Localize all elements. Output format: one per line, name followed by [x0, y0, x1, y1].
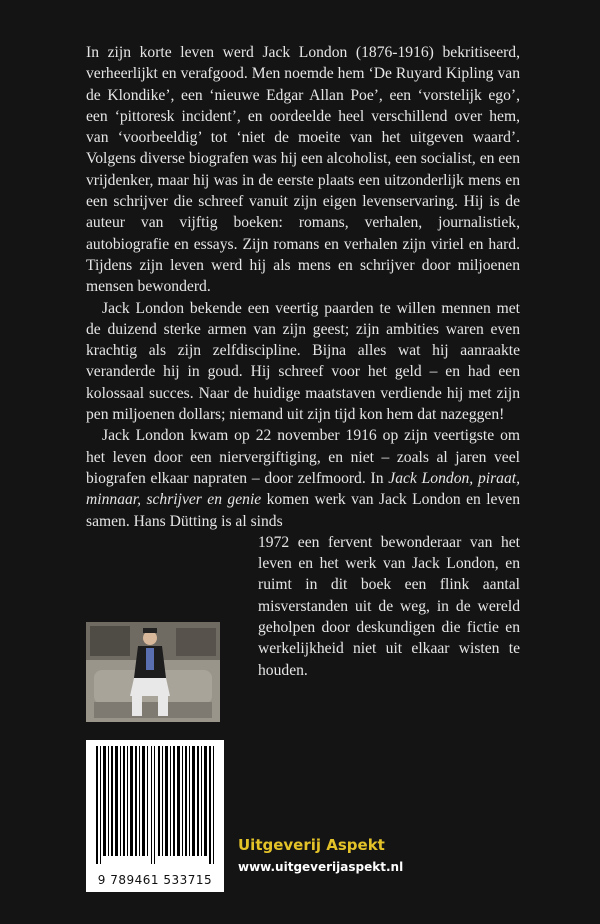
- publisher-website: www.uitgeverijaspekt.nl: [238, 860, 404, 874]
- blurb-paragraph-3-wrapped: 1972 een fervent bewonderaar van het leven en het werk van Jack London, en ruimt in dit boek een flink aantal misverstanden uit de weg, in de wereld geholpen door deskundigen die fictie en werkelijkheid niet uit elkaar wisten te houden.: [258, 533, 520, 679]
- blurb-paragraph-3: [86, 425, 520, 531]
- blurb-paragraph-3-mid: komen werk van Jack London en leven samen. Hans Dütting is al sinds: [86, 491, 520, 530]
- barcode-bars: [94, 746, 216, 864]
- blurb-paragraph-1: In zijn korte leven werd Jack London (1876-1916) bekritiseerd, verheerlijkt en verafgood. Men noemde hem ‘De Ruyard Kipling van de Klondike’, een ‘nieuwe Edgar Allan Poe’, een ‘vorstelijk ego’, een ‘pittoresk incident’, en oordeelde heel verschillend over hem, van ‘voorbeeldig’ tot ‘niet de moeite van het uitgeven waard’. Volgens diverse biografen was hij een alcoholist, een socialist, en een vrijdenker, maar hij was in de eerste plaats een uitzonderlijk mens en een schrijver die schreef vanuit zijn eigen levenservaring. Hij is de auteur van vijftig boeken: romans, verhalen, journalistiek, autobiografie en essays. Zijn romans en verhalen zijn viriel en hard. Tijdens zijn leven werd hij als mens en schrijver door miljoenen mensen bewonderd.: [86, 44, 520, 296]
- blurb-paragraph-2: Jack London bekende een veertig paarden te willen mennen met de duizend sterke armen van zijn geest; zijn ambities waren even krachtig als zijn zelfdiscipline. Bijna alles wat hij aanraakte veranderde hij in goud. Hij schreef voor het geld – en had een kolossaal succes. Naar de huidige maatstaven verdiende hij met zijn pen miljoenen dollars; niemand uit zijn tijd kon hem dat nazeggen!: [86, 299, 520, 424]
- author-photo: [86, 622, 220, 722]
- book-title: Jack London, piraat, minnaar, schrijver en genie: [86, 469, 520, 509]
- blurb-paragraph-3-start: Jack London kwam op 22 november 1916 op zijn veertigste om het leven door een niervergiftiging, en niet – zoals al jaren veel biografen elkaar napraten – door zelfmoord. In: [86, 427, 520, 487]
- publisher-name: Uitgeverij Aspekt: [238, 836, 385, 854]
- isbn-digits: 9 789461 533715: [97, 873, 213, 887]
- blurb-text: [86, 42, 520, 681]
- barcode: [86, 740, 224, 892]
